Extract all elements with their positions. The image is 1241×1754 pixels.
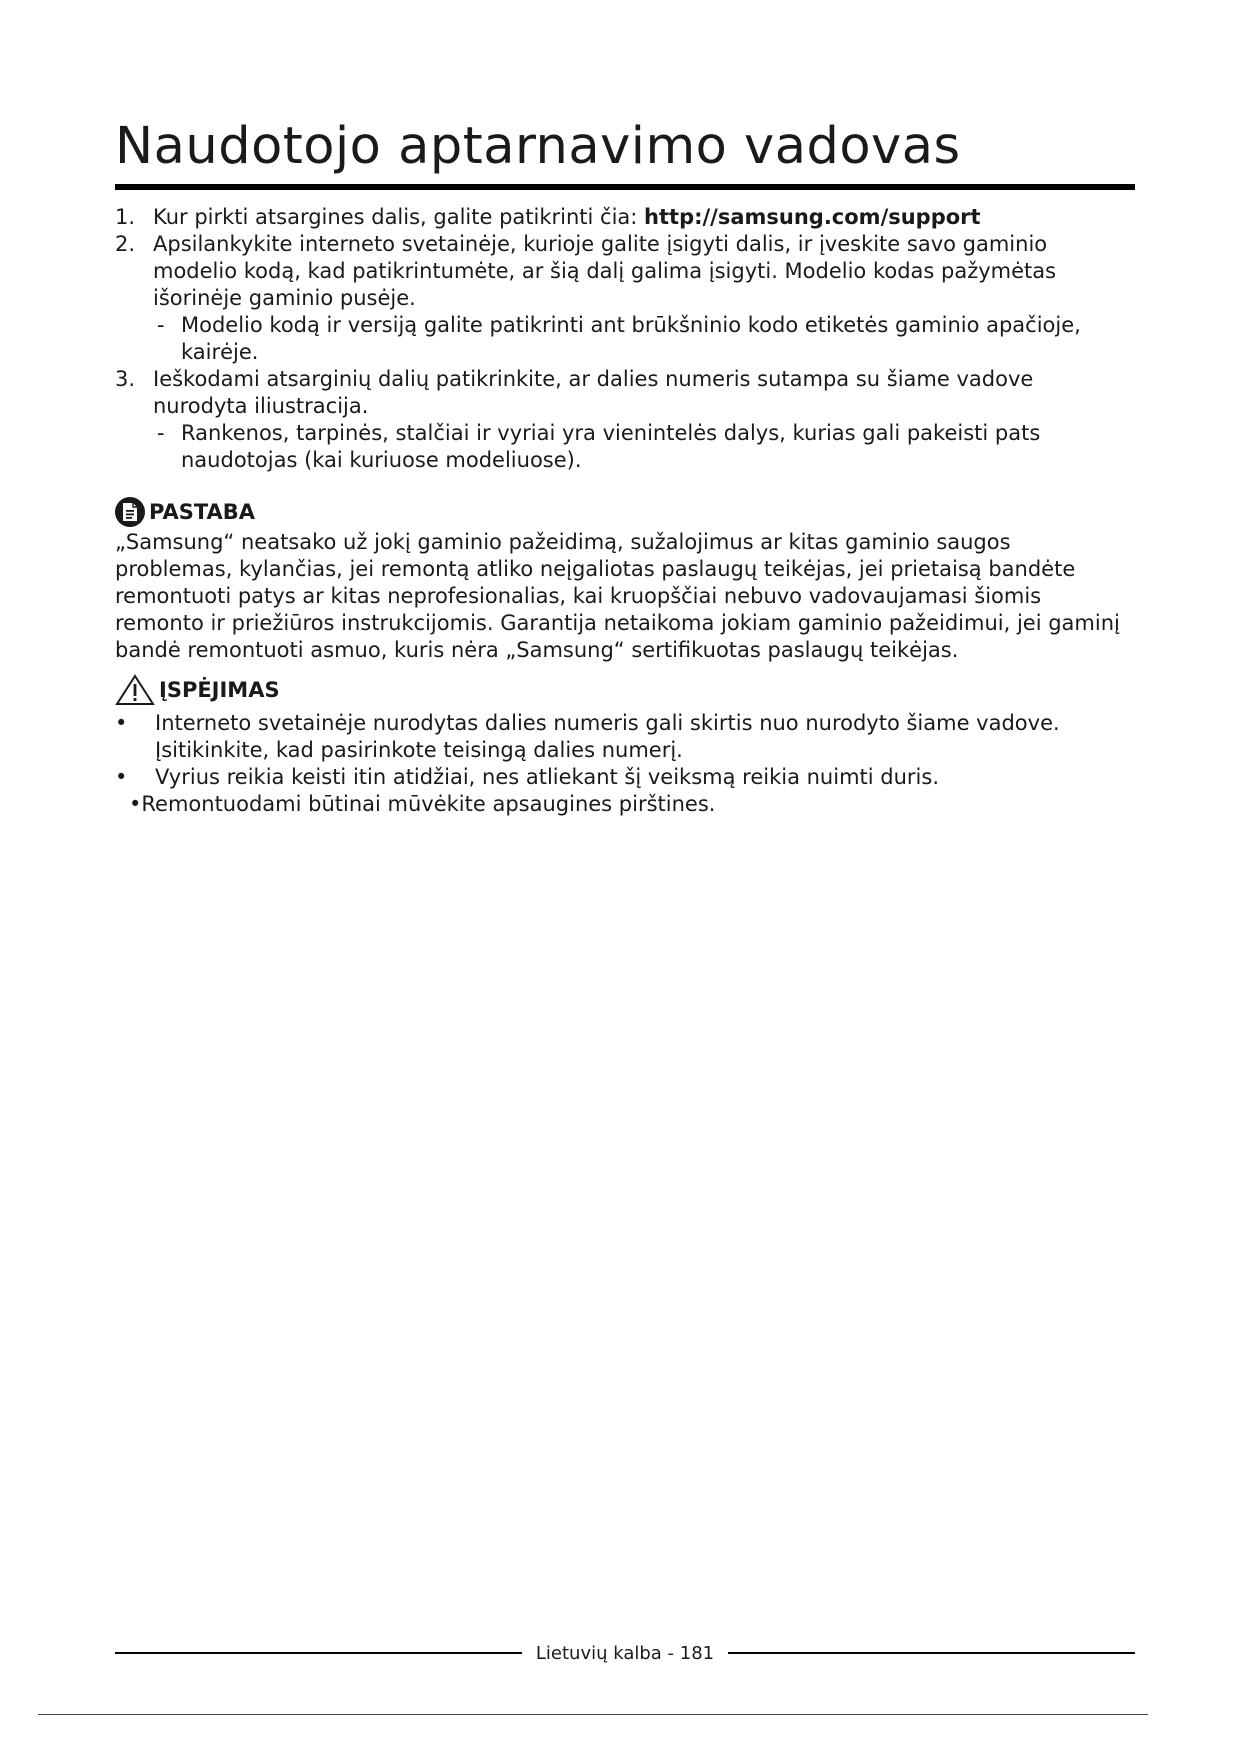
step-1 (115, 204, 1125, 231)
step-number: 2. (115, 232, 136, 256)
step-2 (115, 231, 1125, 366)
warning-heading (115, 674, 1125, 706)
warning-tail-bullet: •Remontuodami būtinai mūvėkite apsaugines pirštines. (129, 792, 716, 816)
dash-marker: - (157, 421, 165, 445)
sub-item-text: Modelio kodą ir versiją galite patikrinti ant brūkšninio kodo etiketės gaminio apačioje, kairėje. (181, 313, 1081, 364)
title-underline (115, 184, 1135, 190)
step-3 (115, 366, 1125, 474)
warning-bullet (115, 764, 1125, 791)
step-number: 3. (115, 367, 136, 391)
warning-heading-text: ĮSPĖJIMAS (159, 677, 280, 702)
bullet-dot: • (115, 765, 128, 789)
steps-list (115, 204, 1125, 474)
footer-rule-right (728, 1652, 1135, 1654)
sub-item (153, 420, 1125, 474)
content (115, 204, 1125, 818)
page-bottom-rule (38, 1714, 1148, 1715)
warning-triangle-icon (115, 674, 155, 706)
warning-bullet (115, 710, 1125, 764)
step-2-sublist (153, 312, 1125, 366)
warning-bullet-text: Vyrius reikia keisti itin atidžiai, nes atliekant šį veiksmą reikia nuimti duris. (155, 765, 940, 789)
note-heading (115, 497, 1125, 527)
sub-item (153, 312, 1125, 366)
page-title: Naudotojo aptarnavimo vadovas (115, 117, 961, 176)
note-icon (115, 497, 145, 527)
dash-marker: - (157, 313, 165, 337)
footer-rule-left (115, 1652, 522, 1654)
step-3-sublist (153, 420, 1125, 474)
warning-bullets (115, 710, 1125, 791)
sub-item-text: Rankenos, tarpinės, stalčiai ir vyriai yra vienintelės dalys, kurias gali pakeisti pats naudotojas (kai kuriuose modeliuose). (181, 421, 1041, 472)
note-heading-text: PASTABA (149, 499, 256, 524)
step-text: Kur pirkti atsargines dalis, galite patikrinti čia: (153, 205, 645, 229)
page-footer (115, 1638, 1135, 1668)
bullet-dot: • (115, 711, 128, 735)
step-text: Apsilankykite interneto svetainėje, kurioje galite įsigyti dalis, ir įveskite savo gaminio modelio kodą, kad patikrintumėte, ar šią dalį galima įsigyti. Modelio kodas pažymėtas išorinėje gaminio pusėje. (153, 232, 1057, 310)
note-text: „Samsung“ neatsako už jokį gaminio pažeidimą, sužalojimus ar kitas gaminio saugos problemas, kylančias, jei remontą atliko neįgaliotas paslaugų teikėjas, jei prietaisą bandėte remontuoti patys ar kitas neprofesionalias, kai kruopščiai nebuvo vadovaujamasi šiomis remonto ir priežiūros instrukcijomis. Garantija netaikoma jokiam gaminio pažeidimui, jei gaminį bandė remontuoti asmuo, kuris nėra „Samsung“ sertifikuotas paslaugų teikėjas. (115, 530, 1120, 662)
step-number: 1. (115, 205, 136, 229)
step-text: Ieškodami atsarginių dalių patikrinkite, ar dalies numeris sutampa su šiame vadove nurodyta iliustracija. (153, 367, 1034, 418)
support-link[interactable]: http://samsung.com/support (644, 205, 981, 229)
page-number: Lietuvių kalba - 181 (535, 1642, 715, 1664)
warning-bullet-text: Interneto svetainėje nurodytas dalies numeris gali skirtis nuo nurodyto šiame vadove. Įsitikinkite, kad pasirinkote teisingą dalies numerį. (155, 711, 1060, 762)
